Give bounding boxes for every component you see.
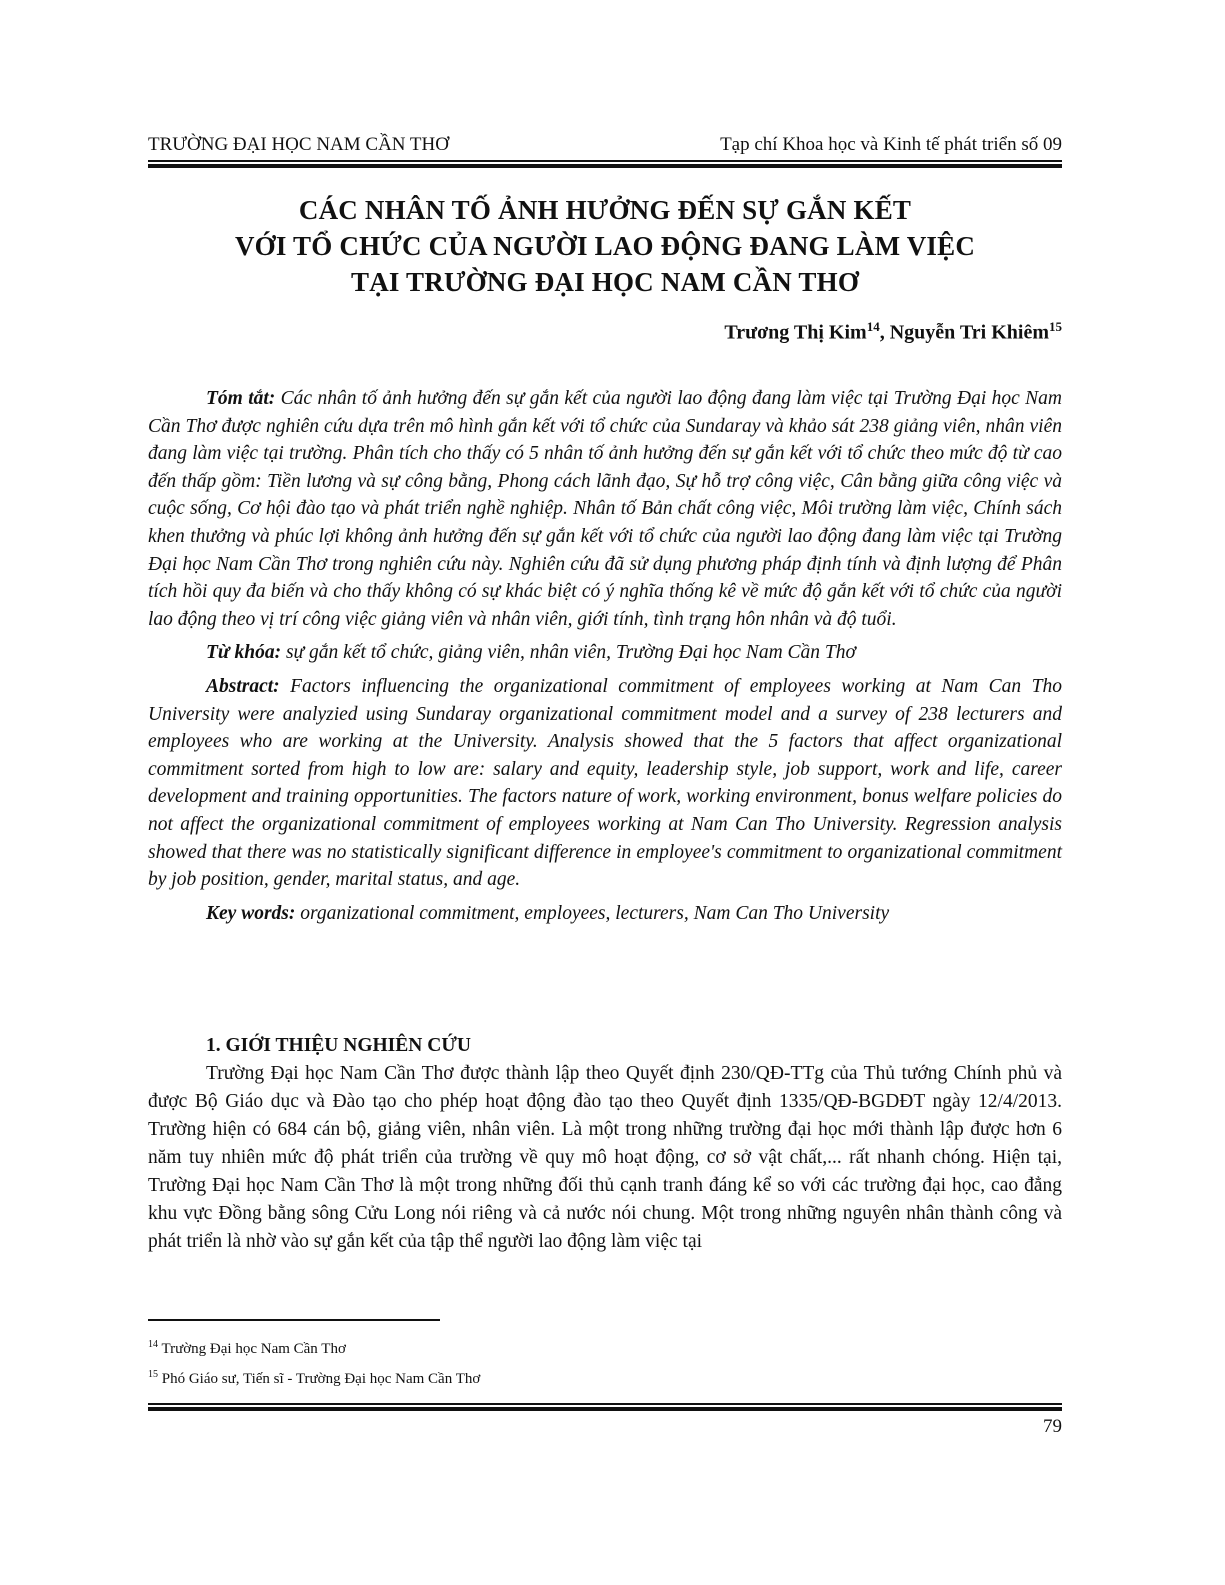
author-name: Trương Thị Kim — [724, 321, 867, 344]
title-line-3: TẠI TRƯỜNG ĐẠI HỌC NAM CẦN THƠ — [350, 267, 860, 297]
author-list: Trương Thị Kim$^{14}$, Nguyễn Tri Khiêm$^{15}$ — [724, 319, 1062, 344]
keywords-label: Key words: — [206, 902, 296, 924]
abstract-label: Tóm tắt: — [206, 388, 276, 409]
keywords-vietnamese: Từ khóa: sự gắn kết tổ chức, giảng viên, nhân viên, Trường Đại học Nam Cần Thơ — [206, 642, 856, 664]
footnote-item: $^{14}$ Trường Đại học Nam Cần Thơ — [148, 1339, 346, 1357]
keywords-label: Từ khóa: — [206, 642, 282, 664]
footnote-separator — [148, 1319, 440, 1321]
body-paragraph: Trường Đại học Nam Cần Thơ được thành lập theo Quyết định 230/QĐ-TTg của Thủ tướng Chính phủ và được Bộ Giáo dục và Đào tạo cho phép hoạt động đào tạo theo Quyết định 1335/QĐ-BGDĐT ngày 12/4/2013. Trường hiện có 684 cán bộ, giảng viên, nhân viên. Là một trong những trường đại học mới thành lập được hơn 6 năm tuy nhiên mức độ phát triển của trường về quy mô hoạt động, cơ sở vật chất,... rất nhanh chóng. Hiện tại, Trường Đại học Nam Cần Thơ là một trong những đối thủ cạnh tranh đáng kể so với các trường đại học, cao đẳng khu vực Đồng bằng sông Cửu Long nói riêng và cả nước nói chung. Một trong những nguyên nhân thành công và phát triển là nhờ vào sự gắn kết của tập thể người lao động làm việc tại — [148, 1063, 1062, 1252]
header-journal: Tạp chí Khoa học và Kinh tế phát triển số 09 — [720, 134, 1062, 155]
footnote-ref: 15 — [1049, 319, 1062, 334]
keywords-english: Key words: organizational commitment, employees, lecturers, Nam Can Tho University — [206, 902, 890, 924]
header-rule — [148, 160, 1062, 168]
section-introduction — [148, 1026, 1062, 1256]
title-line-2: VỚI TỔ CHỨC CỦA NGƯỜI LAO ĐỘNG ĐANG LÀM VIỆC — [234, 231, 976, 261]
paper-title — [148, 192, 1062, 300]
abstract-english: Abstract: Factors influencing the organizational commitment of employees working at Nam Can Tho University were analyzied using Sundaray organizational commitment model and a survey of 238 lecturers and employees who are working at the University. Analysis showed that the 5 factors that affect organizational commitment sorted from high to low are: salary and equity, leadership style, job support, work and life, career development and training opportunities. The factors nature of work, working environment, bonus welfare policies do not affect the organizational commitment of employees working at Nam Can Tho University. Regression analysis showed that there was no statistically significant difference in employee's commitment to organizational commitment by job position, gender, marital status, and age. — [148, 675, 1062, 891]
abstract-vietnamese: Tóm tắt: Các nhân tố ảnh hưởng đến sự gắn kết của người lao động đang làm việc tại Trường Đại học Nam Cần Thơ được nghiên cứu dựa trên mô hình gắn kết với tổ chức của Sundaray và khảo sát 238 giảng viên, nhân viên đang làm việc tại trường. Phân tích cho thấy có 5 nhân tố ảnh hưởng đến sự gắn kết với tổ chức theo mức độ từ cao đến thấp gồm: Tiền lương và sự công bằng, Phong cách lãnh đạo, Sự hỗ trợ công việc, Cân bằng giữa công việc và cuộc sống, Cơ hội đào tạo và phát triển nghề nghiệp. Nhân tố Bản chất công việc, Môi trường làm việc, Chính sách khen thưởng và phúc lợi không ảnh hưởng đến sự gắn kết với tổ chức của người lao động đang làm việc tại Trường Đại học Nam Cần Thơ trong nghiên cứu này. Nghiên cứu đã sử dụng phương pháp định tính và định lượng để Phân tích hồi quy đa biến và cho thấy không có sự khác biệt có ý nghĩa thống kê về mức độ gắn kết với tổ chức của người lao động theo vị trí công việc giảng viên và nhân viên, giới tính, tình trạng hôn nhân và độ tuổi. — [148, 388, 1062, 630]
author-name: Nguyễn Tri Khiêm — [889, 321, 1049, 344]
title-line-1: CÁC NHÂN TỐ ẢNH HƯỞNG ĐẾN SỰ GẮN KẾT — [298, 195, 912, 225]
abstract-block — [148, 385, 1062, 927]
page-number: 79 — [1043, 1416, 1062, 1437]
footnotes — [148, 1332, 1062, 1392]
running-header — [148, 133, 1062, 157]
abstract-label: Abstract: — [206, 675, 280, 697]
footer-rule — [148, 1403, 1062, 1411]
footnote-ref: 14 — [866, 319, 880, 334]
header-institution: TRƯỜNG ĐẠI HỌC NAM CẦN THƠ — [148, 134, 449, 155]
footnote-item: $^{15}$ Phó Giáo sư, Tiến sĩ - Trường Đại học Nam Cần Thơ — [148, 1369, 481, 1387]
section-heading: 1. GIỚI THIỆU NGHIÊN CỨU — [206, 1035, 471, 1056]
